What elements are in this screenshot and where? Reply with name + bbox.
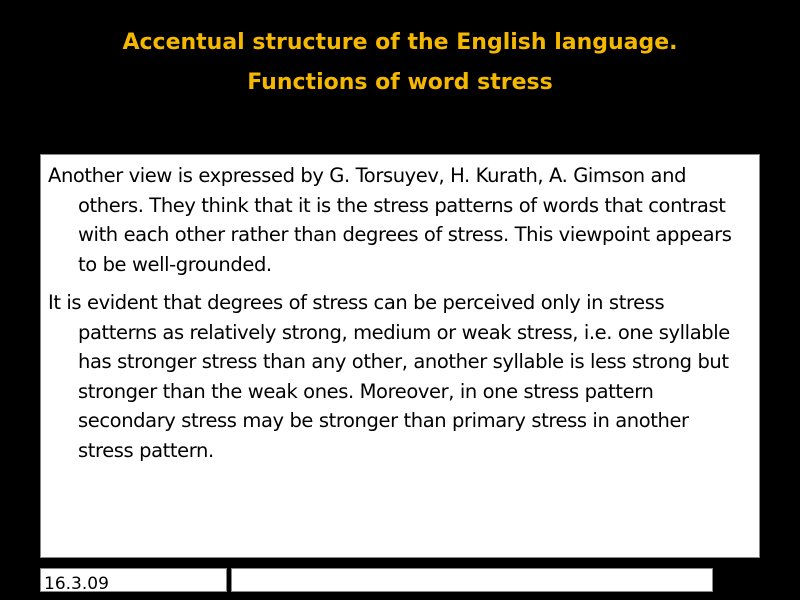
content-paragraph-2: It is evident that degrees of stress can be perceived only in stress patterns as relatively strong, medium or weak stress, i.e. one syllable has stronger stress than any other, another syllable is less strong but stronger than the weak ones. Moreover, in one stress pattern secondary stress may be stronger than primary stress in another stress pattern.: [48, 291, 730, 462]
slide-title-line-2: Functions of word stress: [247, 70, 553, 95]
footer-date: 16.3.09: [44, 574, 109, 594]
content-paragraph-1: Another view is expressed by G. Torsuyev, H. Kurath, A. Gimson and others. They think that it is the stress patterns of words that contrast with each other rather than degrees of stress. This viewpoint appears to be well-grounded.: [48, 164, 732, 276]
slide-title-area: [0, 0, 800, 126]
footer-middle-box: [231, 568, 713, 592]
slide-content-box: [40, 154, 760, 558]
slide-title-line-1: Accentual structure of the English language.: [122, 30, 678, 55]
